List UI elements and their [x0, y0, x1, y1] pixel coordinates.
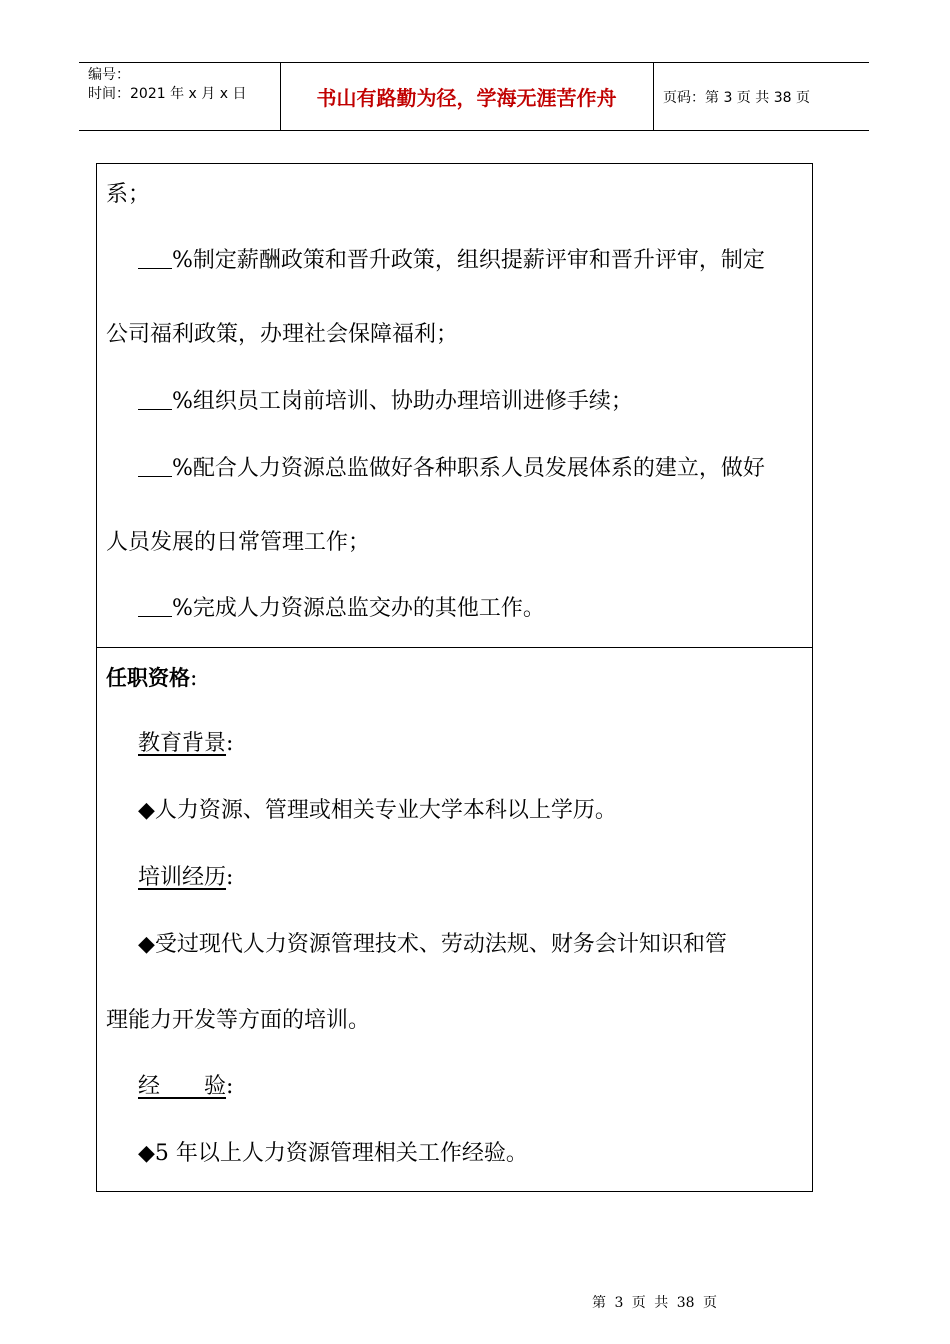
blank-field	[138, 594, 172, 617]
header-top-rule	[79, 62, 869, 63]
content-table	[96, 163, 813, 1192]
duty-item-text: %制定薪酬政策和晋升政策，组织提薪评审和晋升评审，制定	[172, 248, 765, 273]
blank-field	[138, 246, 172, 269]
header-time-label: 时间：2021 年 x 月 x 日	[88, 86, 247, 102]
duty-item-salary	[138, 246, 765, 276]
duty-item-text: %完成人力资源总监交办的其他工作。	[172, 596, 545, 621]
training-label-colon: :	[226, 865, 234, 890]
duty-line-continuation: 系；	[106, 182, 151, 207]
duty-item-salary-cont: 公司福利政策，办理社会保障福利；	[106, 322, 459, 347]
experience-item: ◆5 年以上人力资源管理相关工作经验。	[138, 1141, 528, 1166]
training-item-cont: 理能力开发等方面的培训。	[106, 1008, 371, 1033]
experience-label-text: 经 验	[138, 1074, 227, 1099]
header-motto: 书山有路勤为径，学海无涯苦作舟	[316, 86, 617, 110]
education-label	[138, 729, 233, 759]
blank-field	[138, 387, 172, 410]
training-label	[138, 863, 233, 893]
duty-item-text: %配合人力资源总监做好各种职系人员发展体系的建立，做好	[172, 456, 765, 481]
duty-item-text: %组织员工岗前培训、协助办理培训进修手续；	[172, 389, 633, 414]
education-label-colon: :	[226, 731, 234, 756]
qualifications-heading-colon: :	[190, 666, 198, 691]
experience-label	[138, 1072, 233, 1102]
training-item: ◆受过现代人力资源管理技术、劳动法规、财务会计知识和管	[138, 932, 727, 957]
page-footer: 第 3 页 共 38 页	[592, 1295, 717, 1311]
table-row-divider	[96, 647, 813, 648]
education-item: ◆人力资源、管理或相关专业大学本科以上学历。	[138, 798, 617, 823]
duty-item-other	[138, 594, 545, 624]
duty-item-training	[138, 387, 633, 417]
header-divider-right	[653, 62, 654, 130]
header-number-label: 编号：	[88, 67, 130, 83]
education-label-text: 教育背景	[138, 731, 227, 756]
qualifications-heading	[106, 663, 197, 694]
duty-item-development	[138, 454, 765, 484]
header-bottom-rule	[79, 130, 869, 131]
qualifications-heading-text: 任职资格	[106, 666, 190, 690]
training-label-text: 培训经历	[138, 865, 227, 890]
blank-field	[138, 454, 172, 477]
duty-item-development-cont: 人员发展的日常管理工作；	[106, 530, 371, 555]
experience-label-colon: :	[226, 1074, 234, 1099]
header-page-info: 页码：第 3 页 共 38 页	[663, 90, 810, 106]
